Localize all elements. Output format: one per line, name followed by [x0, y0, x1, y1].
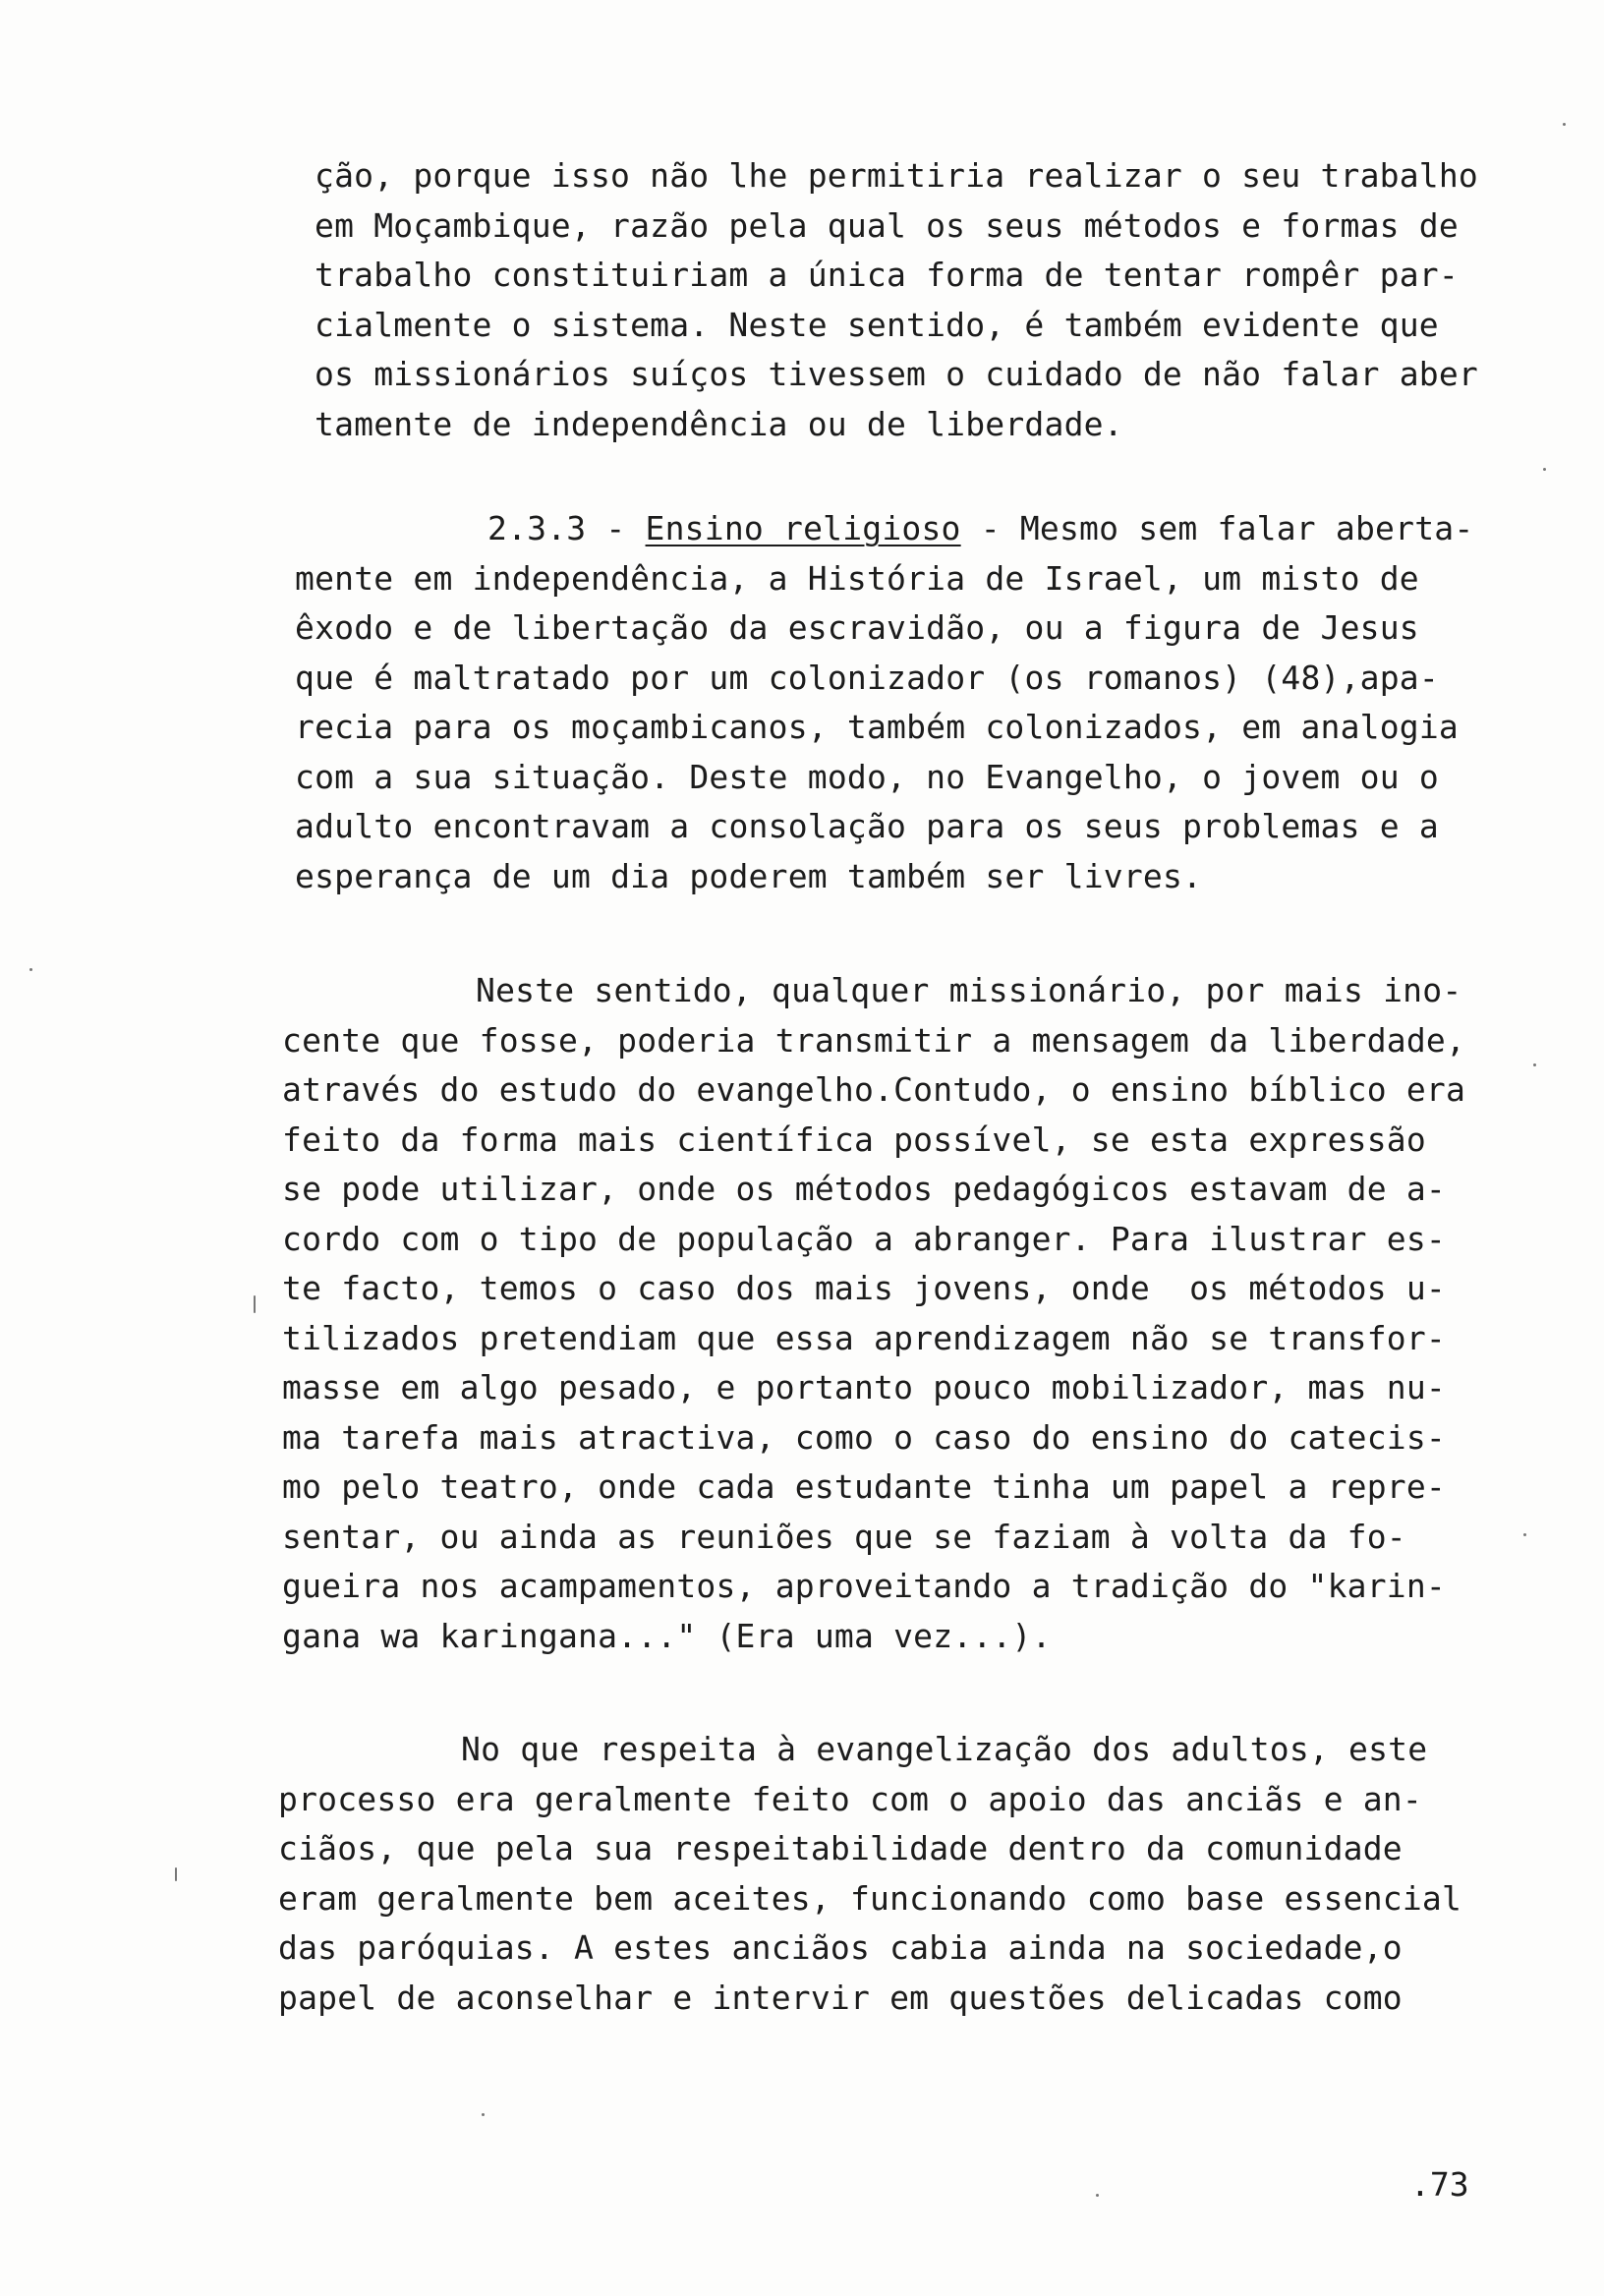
text-line: que é maltratado por um colonizador (os romanos) (48),apa- — [295, 658, 1439, 697]
text-line: cente que fosse, poderia transmitir a mensagem da liberdade, — [282, 1020, 1466, 1060]
scan-speck — [1563, 123, 1566, 126]
scan-speck — [1523, 1533, 1526, 1536]
page-number: .73 — [1410, 2165, 1469, 2204]
text-line: masse em algo pesado, e portanto pouco mobilizador, mas nu- — [282, 1368, 1446, 1406]
text-line: esperança de um dia poderem também ser livres. — [295, 856, 1203, 895]
text-line: tilizados pretendiam que essa aprendizagem não se transfor- — [282, 1318, 1446, 1357]
text-line: papel de aconselhar e intervir em questões delicadas como — [278, 1978, 1403, 2017]
section-title: Ensino religioso — [645, 509, 961, 547]
paragraph-2 — [295, 504, 1533, 901]
text-line: das paróquias. A estes anciãos cabia ainda na sociedade,o — [278, 1928, 1403, 1967]
scan-speck — [1543, 468, 1546, 471]
text-line: recia para os moçambicanos, também colonizados, em analogia — [295, 708, 1459, 746]
scan-speck — [482, 2113, 485, 2116]
text-line: mo pelo teatro, onde cada estudante tinha um papel a repre- — [282, 1467, 1446, 1506]
text-line: Neste sentido, qualquer missionário, por mais ino- — [476, 971, 1462, 1009]
text-line: adulto encontravam a consolação para os seus problemas e a — [295, 807, 1439, 845]
text-line: feito da forma mais científica possível, se esta expressão — [282, 1119, 1426, 1159]
section-heading-line — [295, 504, 1533, 554]
scan-speck — [254, 1295, 256, 1313]
paragraph-4 — [278, 1725, 1517, 2023]
text-line: gana wa karingana..." (Era uma vez...). — [282, 1616, 1052, 1655]
text-line: mente em independência, a História de Israel, um misto de — [295, 558, 1419, 598]
scan-speck — [1533, 1063, 1536, 1066]
text-line: trabalho constituiriam a única forma de tentar rompêr par- — [315, 256, 1459, 294]
text-line: gueira nos acampamentos, aproveitando a tradição do "karin- — [282, 1567, 1446, 1605]
paragraph-1 — [315, 151, 1553, 449]
text-line: se pode utilizar, onde os métodos pedagógicos estavam de a- — [282, 1170, 1446, 1208]
text-line: sentar, ou ainda as reuniões que se faziam à volta da fo- — [282, 1517, 1406, 1556]
section-number: 2.3.3 - — [487, 509, 646, 547]
text-line: te facto, temos o caso dos mais jovens, onde os métodos u- — [282, 1269, 1446, 1307]
scan-speck — [175, 1867, 177, 1881]
section-heading-rest: - Mesmo sem falar aberta- — [960, 509, 1474, 547]
scan-speck — [1096, 2194, 1099, 2197]
text-line: ciãos, que pela sua respeitabilidade dentro da comunidade — [278, 1829, 1403, 1867]
text-line: eram geralmente bem aceites, funcionando como base essencial — [278, 1878, 1462, 1918]
text-line: tamente de independência ou de liberdade. — [315, 404, 1123, 443]
text-line: cordo com o tipo de população a abranger. Para ilustrar es- — [282, 1219, 1446, 1258]
text-line: processo era geralmente feito com o apoio das anciãs e an- — [278, 1779, 1422, 1818]
text-line: No que respeita à evangelização dos adultos, este — [461, 1730, 1428, 1768]
text-line: os missionários suíços tivessem o cuidado de não falar aber — [315, 355, 1478, 393]
text-line: através do estudo do evangelho.Contudo, o ensino bíblico era — [282, 1070, 1466, 1109]
text-line: em Moçambique, razão pela qual os seus métodos e formas de — [315, 205, 1459, 245]
text-line: ção, porque isso não lhe permitiria realizar o seu trabalho — [315, 156, 1478, 195]
text-line: com a sua situação. Deste modo, no Evangelho, o jovem ou o — [295, 757, 1439, 796]
text-line: cialmente o sistema. Neste sentido, é também evidente que — [315, 305, 1439, 344]
scan-speck — [29, 968, 32, 971]
paragraph-3 — [282, 966, 1520, 1661]
text-line: ma tarefa mais atractiva, como o caso do ensino do catecis- — [282, 1417, 1446, 1457]
text-line: êxodo e de libertação da escravidão, ou a figura de Jesus — [295, 608, 1419, 647]
